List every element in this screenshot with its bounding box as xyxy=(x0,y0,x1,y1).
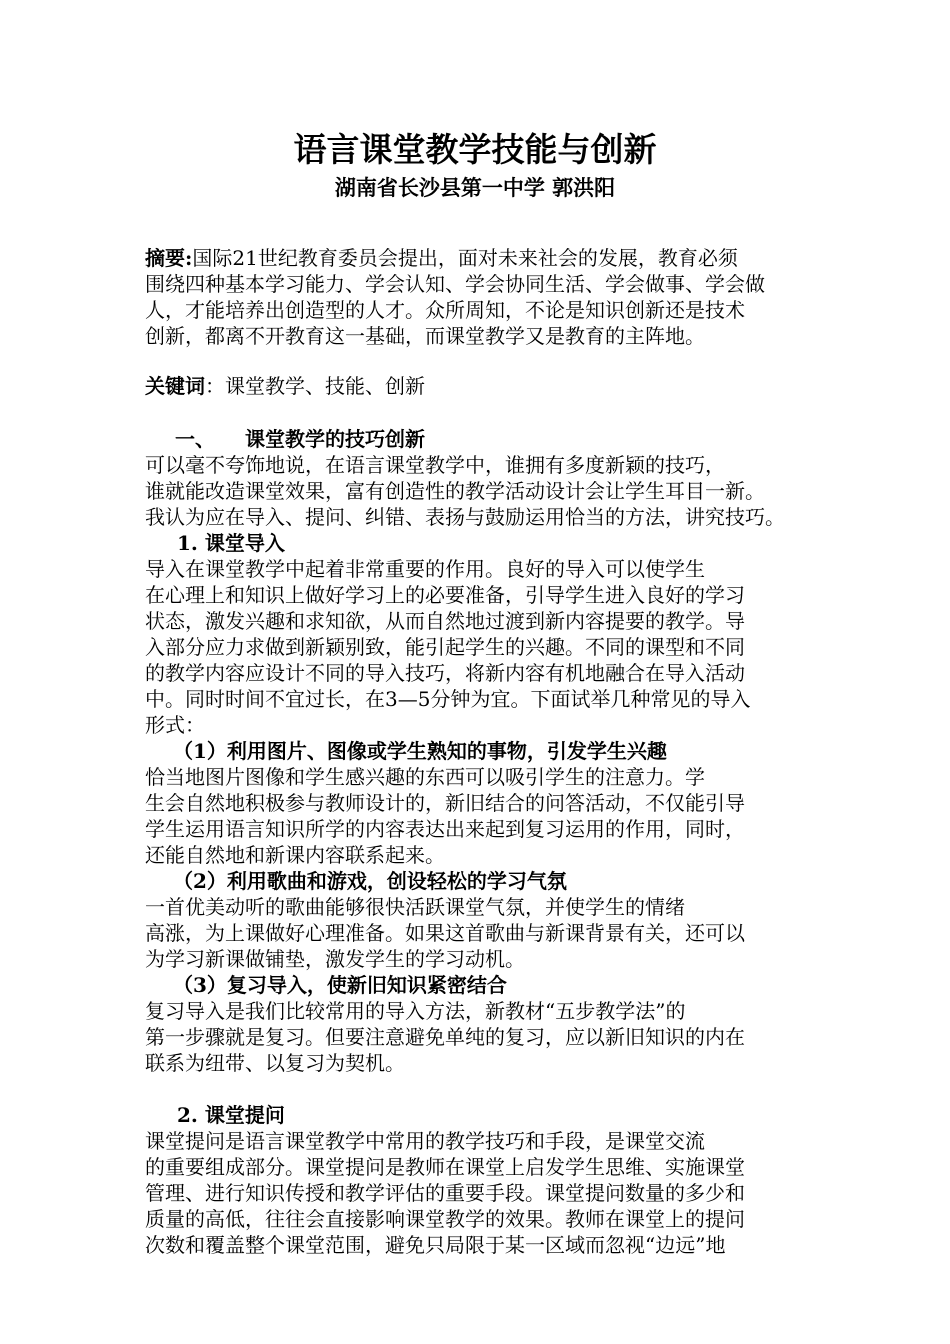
paragraph-line: 课堂提问是语言课堂教学中常用的教学技巧和手段，是课堂交流 xyxy=(145,1129,705,1153)
keywords-text: ：课堂教学、技能、创新 xyxy=(205,374,425,398)
section-1 xyxy=(145,426,810,1258)
abstract-label: 摘要: xyxy=(145,246,193,270)
paragraph-line: 谁就能改造课堂效果，富有创造性的教学活动设计会让学生耳目一新。 xyxy=(145,479,765,503)
paragraph-line: 入部分应力求做到新颖别致，能引起学生的兴趣。不同的课型和不同 xyxy=(145,635,745,659)
paragraph-line: 的教学内容应设计不同的导入技巧，将新内容有机地融合在导入活动 xyxy=(145,661,745,685)
paragraph-line: 生会自然地积极参与教师设计的，新旧结合的问答活动，不仅能引导 xyxy=(145,791,745,815)
abstract-line: 人，才能培养出创造型的人才。众所周知，不论是知识创新还是技术 xyxy=(145,298,745,322)
paragraph-line: 恰当地图片图像和学生感兴趣的东西可以吸引学生的注意力。学 xyxy=(145,765,705,789)
paragraph-line: 我认为应在导入、提问、纠错、表扬与鼓励运用恰当的方法，讲究技巧。 xyxy=(145,505,785,529)
item-heading: （2）利用歌曲和游戏，创设轻松的学习气氛 xyxy=(173,869,567,893)
paragraph-line: 为学习新课做铺垫，激发学生的学习动机。 xyxy=(145,947,525,971)
paragraph-line: 管理、进行知识传授和教学评估的重要手段。课堂提问数量的多少和 xyxy=(145,1181,745,1205)
item-heading: （3）复习导入，使新旧知识紧密结合 xyxy=(173,973,507,997)
item-heading: （1）利用图片、图像或学生熟知的事物，引发学生兴趣 xyxy=(173,739,667,763)
paragraph-line: 导入在课堂教学中起着非常重要的作用。良好的导入可以使学生 xyxy=(145,557,705,581)
paragraph-line: 质量的高低，往往会直接影响课堂教学的效果。教师在课堂上的提问 xyxy=(145,1207,745,1231)
paragraph-line: 形式： xyxy=(145,713,205,737)
author-line: 湖南省长沙县第一中学 郭洪阳 xyxy=(334,175,616,200)
paragraph-line: 学生运用语言知识所学的内容表达出来起到复习运用的作用，同时， xyxy=(145,817,745,841)
abstract-line: 围绕四种基本学习能力、学会认知、学会协同生活、学会做事、学会做 xyxy=(145,272,765,296)
paragraph-line: 一首优美动听的歌曲能够很快活跃课堂气氛，并使学生的情绪 xyxy=(145,895,685,919)
paragraph-line: 联系为纽带、以复习为契机。 xyxy=(145,1051,405,1075)
keywords-block xyxy=(145,373,810,399)
paragraph-line: 在心理上和知识上做好学习上的必要准备，引导学生进入良好的学习 xyxy=(145,583,745,607)
paragraph-line: 可以毫不夸饰地说，在语言课堂教学中，谁拥有多度新颖的技巧， xyxy=(145,453,725,477)
abstract-line: 摘要:国际21世纪教育委员会提出，面对未来社会的发展，教育必须 xyxy=(145,246,738,270)
paragraph-line: 中。同时时间不宜过长，在3—5分钟为宜。下面试举几种常见的导入 xyxy=(145,687,751,711)
paragraph-line: 高涨，为上课做好心理准备。如果这首歌曲与新课背景有关，还可以 xyxy=(145,921,745,945)
section-number: 一、 xyxy=(175,427,215,451)
paragraph-line: 的重要组成部分。课堂提问是教师在课堂上启发学生思维、实施课堂 xyxy=(145,1155,745,1179)
paragraph-line: 状态，激发兴趣和求知欲，从而自然地过渡到新内容提要的教学。导 xyxy=(145,609,745,633)
paragraph-line: 还能自然地和新课内容联系起来。 xyxy=(145,843,445,867)
document-title: 语言课堂教学技能与创新 xyxy=(293,130,657,169)
paragraph-line: 次数和覆盖整个课堂范围，避免只局限于某一区域而忽视“边远”地 xyxy=(145,1233,726,1257)
section-heading xyxy=(145,426,810,452)
abstract-line: 创新，都离不开教育这一基础，而课堂教学又是教育的主阵地。 xyxy=(145,324,705,348)
blank-line xyxy=(145,1076,810,1102)
paragraph-line: 复习导入是我们比较常用的导入方法，新教材“五步教学法”的 xyxy=(145,999,686,1023)
keywords-label: 关键词 xyxy=(145,374,205,398)
subsection-heading: 1. 课堂导入 xyxy=(177,531,285,555)
section-title: 课堂教学的技巧创新 xyxy=(245,427,425,451)
paragraph-line: 第一步骤就是复习。但要注意避免单纯的复习，应以新旧知识的内在 xyxy=(145,1025,745,1049)
abstract-block xyxy=(145,245,810,349)
subsection-heading: 2. 课堂提问 xyxy=(177,1103,285,1127)
